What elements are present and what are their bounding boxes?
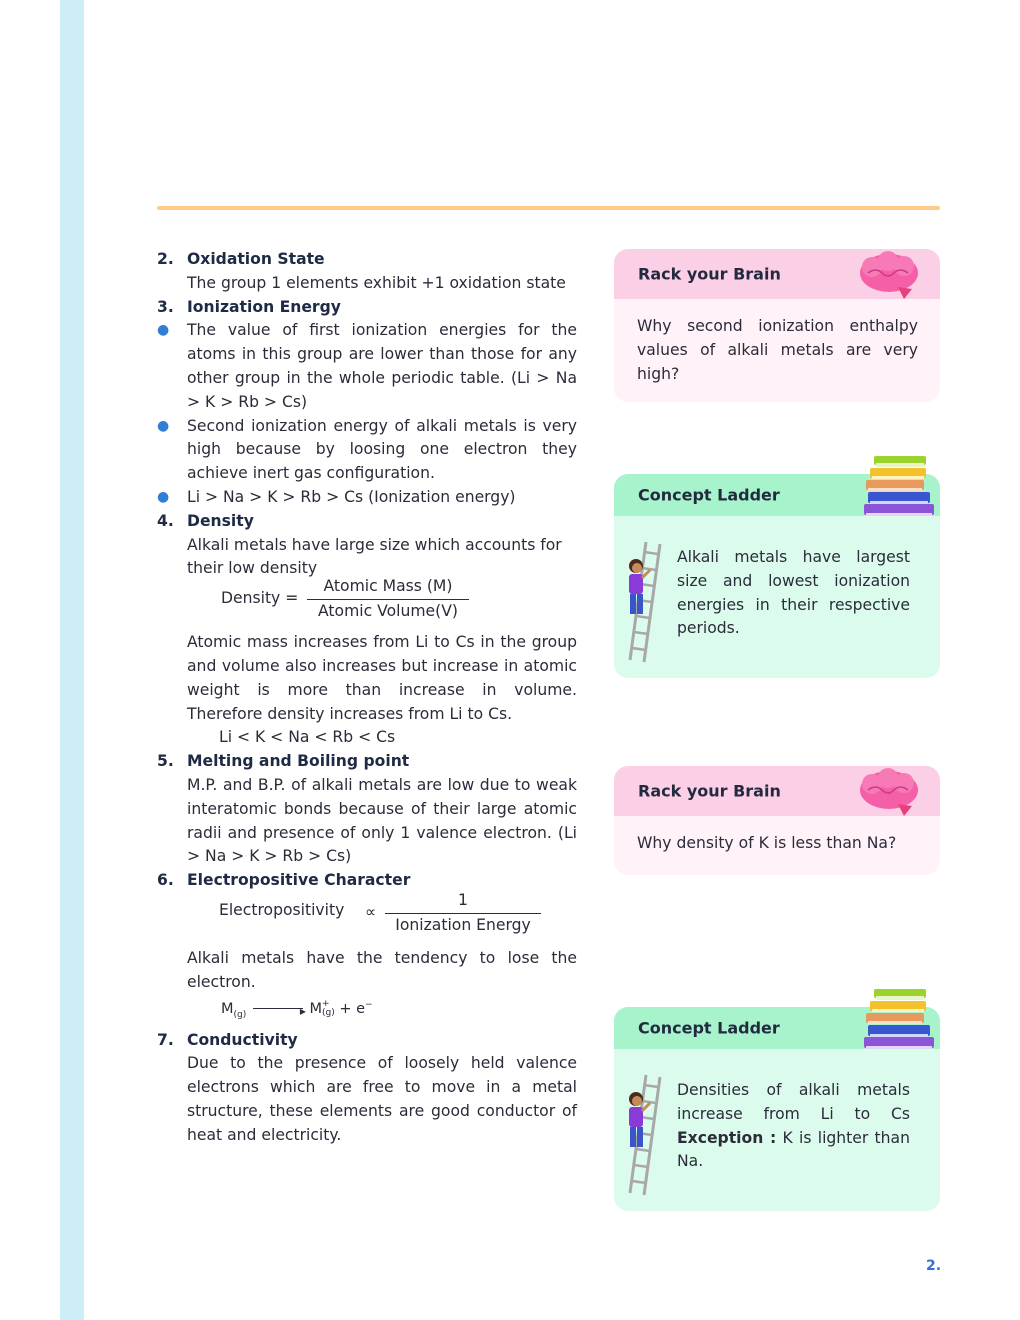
bullet-icon: ● xyxy=(157,488,170,505)
paragraph: Atomic mass increases from Li to Cs in the group and volume also increases but increase in atomic weight is more than increase in volume. Therefore density increases from Li to Cs. xyxy=(187,633,577,723)
paragraph: Alkali metals have large size which accounts for their low density xyxy=(187,535,562,578)
eq-product: M + (g) xyxy=(309,999,335,1019)
girl-on-ladder-icon xyxy=(620,540,664,664)
section-density xyxy=(157,510,577,534)
page-number: 2. xyxy=(926,1258,942,1274)
eq-electron: + e− xyxy=(339,1000,373,1018)
formula-label: Electropositivity xyxy=(219,900,345,919)
box-text: Why second ionization enthalpy values of alkali metals are very high? xyxy=(637,317,918,383)
brain-icon xyxy=(858,768,920,818)
books-icon xyxy=(862,987,940,1051)
page-side-band xyxy=(60,0,84,1320)
box-title: Rack your Brain xyxy=(638,264,781,284)
formula-numerator: 1 xyxy=(458,890,468,909)
brain-icon xyxy=(858,251,920,301)
box-text: Why density of K is less than Na? xyxy=(637,834,897,852)
books-icon xyxy=(862,454,940,518)
paragraph: Alkali metals have the tendency to lose the electron. xyxy=(187,948,577,991)
section-number: 5. xyxy=(157,752,174,771)
formula-label: Density = xyxy=(221,589,299,608)
bullet-icon: ● xyxy=(157,322,170,339)
section-melting-boiling xyxy=(157,750,577,774)
list-item-text: Second ionization energy of alkali metals is very high because by loosing one electron they achieve inert gas configuration. xyxy=(187,416,577,483)
section-title: Ionization Energy xyxy=(187,297,341,316)
main-content xyxy=(157,248,577,1148)
box-title: Rack your Brain xyxy=(638,781,781,801)
list-item xyxy=(157,319,577,414)
paragraph: M.P. and B.P. of alkali metals are low due to weak interatomic bonds because of their large atomic radii and presence of only 1 valence electron. (Li > Na > K > Rb > Cs) xyxy=(187,775,577,866)
box-title: Concept Ladder xyxy=(638,485,780,505)
formula-denominator: Ionization Energy xyxy=(385,913,541,938)
box-header xyxy=(614,766,940,816)
list-item xyxy=(157,486,577,510)
ionization-equation xyxy=(221,995,577,1029)
section-title: Electropositive Character xyxy=(187,871,411,890)
section-ionization-energy xyxy=(157,296,577,320)
girl-on-ladder-icon xyxy=(620,1073,664,1197)
box-text: Alkali metals have largest size and lowest ionization energies in their respective periods. xyxy=(677,548,910,638)
formula-denominator: Atomic Volume(V) xyxy=(307,599,469,624)
formula-numerator: Atomic Mass (M) xyxy=(323,577,453,596)
formula-fraction xyxy=(385,889,541,938)
exception-label: Exception : xyxy=(677,1128,777,1147)
box-text: Densities of alkali metals increase from Li to Cs Exception : K is lighter than Na. xyxy=(677,1081,910,1171)
rack-your-brain-box xyxy=(614,766,940,875)
section-conductivity xyxy=(157,1029,577,1053)
bullet-icon: ● xyxy=(157,417,170,434)
paragraph: Due to the presence of loosely held valence electrons which are free to move in a metal structure, these elements are good conductor of heat and electricity. xyxy=(187,1054,577,1144)
paragraph: The group 1 elements exhibit +1 oxidation state xyxy=(187,273,566,292)
electropositivity-formula xyxy=(157,889,577,937)
box-header xyxy=(614,249,940,299)
section-title: Melting and Boiling point xyxy=(187,752,410,771)
box-title: Concept Ladder xyxy=(638,1018,780,1038)
list-item xyxy=(157,415,577,486)
list-item-text: Li > Na > K > Rb > Cs (Ionization energy) xyxy=(187,487,516,506)
density-formula xyxy=(157,577,577,623)
section-number: 3. xyxy=(157,297,174,316)
arrow-icon: ▸ xyxy=(253,1008,303,1009)
density-order: Li < K < Na < Rb < Cs xyxy=(219,728,396,747)
section-oxidation-state xyxy=(157,248,577,272)
section-number: 7. xyxy=(157,1030,174,1049)
section-title: Conductivity xyxy=(187,1030,298,1049)
formula-fraction xyxy=(307,575,469,624)
section-number: 4. xyxy=(157,511,174,530)
list-item-text: The value of first ionization energies for the atoms in this group are lower than those for any other group in the whole periodic table. (Li > Na > K > Rb > Cs) xyxy=(187,321,577,411)
header-rule xyxy=(157,206,940,210)
section-title: Oxidation State xyxy=(187,250,325,268)
section-number: 2. xyxy=(157,250,174,268)
eq-reactant: $M_{(g)}$ xyxy=(221,1001,247,1021)
section-title: Density xyxy=(187,511,254,530)
rack-your-brain-box xyxy=(614,249,940,402)
section-number: 6. xyxy=(157,871,174,890)
proportional-sign: ∝ xyxy=(365,902,377,921)
